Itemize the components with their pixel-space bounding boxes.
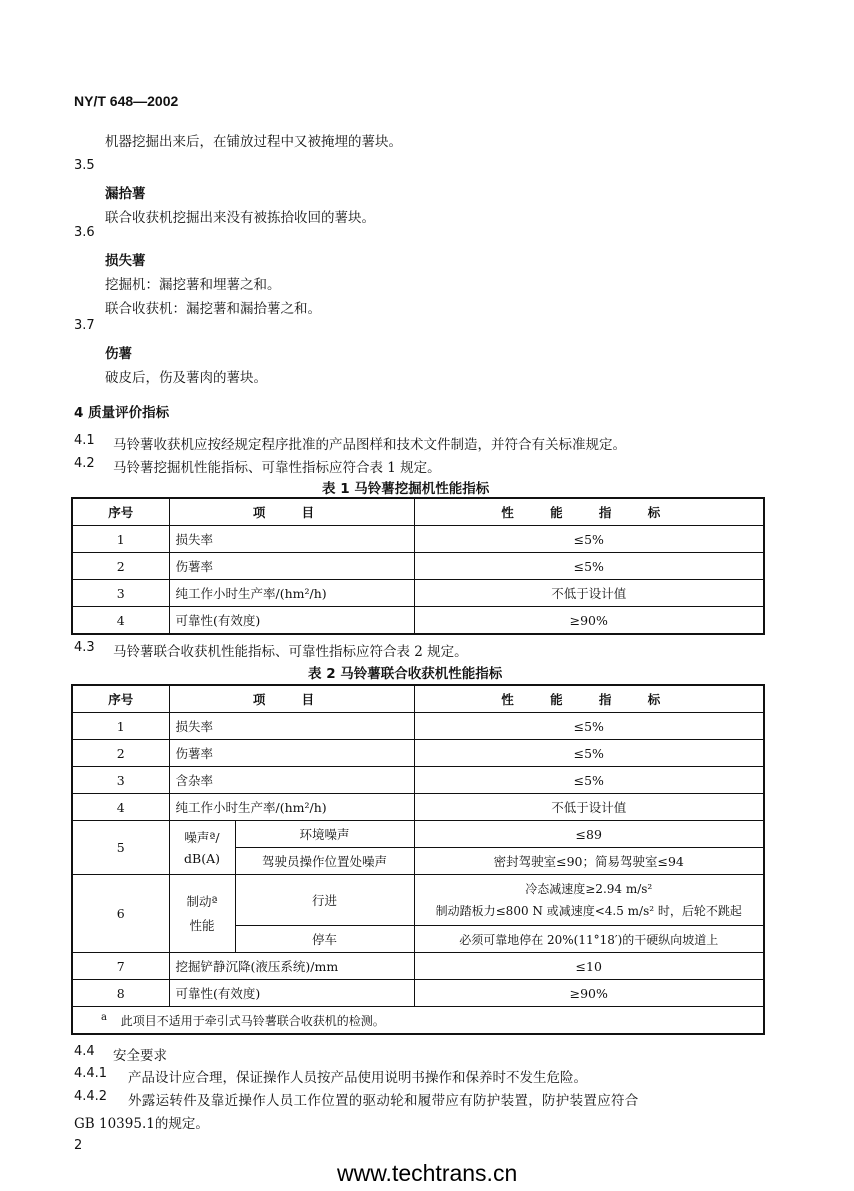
clause-number: 3.6 — [74, 225, 95, 240]
clause-text: GB 10395.1的规定。 — [74, 1116, 209, 1132]
group-label: 噪声ª/ — [184, 829, 220, 845]
table-row — [72, 526, 764, 553]
column-header: 项 目 — [169, 498, 414, 526]
cell: 5 — [72, 821, 169, 875]
table-row — [72, 875, 764, 926]
column-header: 序号 — [72, 498, 169, 526]
cell — [414, 875, 764, 926]
table-row — [72, 607, 764, 635]
cell: ≤5% — [414, 740, 764, 767]
clause-number: 3.5 — [74, 158, 95, 173]
clause-number: 4.1 — [74, 433, 95, 448]
group-cell — [169, 875, 235, 953]
clause-number: 4.4 — [74, 1044, 95, 1059]
group-label: 制动ª — [186, 893, 218, 909]
cell: 含杂率 — [169, 767, 414, 794]
cell: 伤薯率 — [169, 740, 414, 767]
table-row — [72, 953, 764, 980]
column-header: 性 能 指 标 — [414, 685, 764, 713]
clause-number: 3.7 — [74, 318, 95, 333]
term-definition: 联合收获机挖掘出来没有被拣拾收回的薯块。 — [105, 210, 375, 226]
cell: 8 — [72, 980, 169, 1007]
column-header: 序号 — [72, 685, 169, 713]
clause-text: 马铃薯收获机应按经规定程序批准的产品图样和技术文件制造，并符合有关标准规定。 — [113, 437, 626, 453]
cell: 3 — [72, 767, 169, 794]
term-title: 漏拾薯 — [105, 186, 146, 202]
cell: 1 — [72, 713, 169, 740]
table-row — [72, 553, 764, 580]
cell: 损失率 — [169, 713, 414, 740]
cell: 不低于设计值 — [414, 580, 764, 607]
clause-number: 4.4.1 — [74, 1066, 108, 1081]
cell: ≤89 — [414, 821, 764, 848]
clause-number: 4.4.2 — [74, 1089, 108, 1104]
term-definition: 挖掘机：漏挖薯和埋薯之和。 — [105, 277, 281, 293]
cell: 密封驾驶室≤90；简易驾驶室≤94 — [414, 848, 764, 875]
table-header-row — [72, 685, 764, 713]
cell: 可靠性(有效度) — [169, 980, 414, 1007]
clause-text: 安全要求 — [113, 1048, 167, 1064]
cell: 7 — [72, 953, 169, 980]
term-definition: 联合收获机：漏挖薯和漏拾薯之和。 — [105, 301, 321, 317]
cell: 1 — [72, 526, 169, 553]
table-row — [72, 740, 764, 767]
group-label: 性能 — [189, 917, 215, 933]
section-heading: 4 质量评价指标 — [74, 405, 170, 421]
cell: 不低于设计值 — [414, 794, 764, 821]
table-note-row — [72, 1007, 764, 1035]
term-title: 损失薯 — [105, 253, 146, 269]
watermark-url: www.techtrans.cn — [337, 1160, 518, 1186]
note-marker: a — [101, 1011, 107, 1023]
table-header-row — [72, 498, 764, 526]
cell: 4 — [72, 794, 169, 821]
table-row — [72, 980, 764, 1007]
cell: 驾驶员操作位置处噪声 — [235, 848, 414, 875]
cell: 4 — [72, 607, 169, 635]
cell: 纯工作小时生产率/(hm²/h) — [169, 794, 414, 821]
cell-line: 制动踏板力≤800 N 或减速度<4.5 m/s² 时，后轮不跳起 — [435, 904, 742, 918]
cell: 2 — [72, 740, 169, 767]
cell: 可靠性(有效度) — [169, 607, 414, 635]
column-header: 性 能 指 标 — [414, 498, 764, 526]
clause-text: 产品设计应合理，保证操作人员按产品使用说明书操作和保养时不发生危险。 — [128, 1070, 587, 1086]
table-row — [72, 767, 764, 794]
group-cell — [169, 821, 235, 875]
clause-number: 4.2 — [74, 456, 95, 471]
table-row — [72, 821, 764, 848]
cell: ≤5% — [414, 526, 764, 553]
cell: 损失率 — [169, 526, 414, 553]
table2-caption: 表 2 马铃薯联合收获机性能指标 — [308, 666, 503, 682]
definition-continuation: 机器挖掘出来后，在铺放过程中又被掩埋的薯块。 — [105, 134, 402, 150]
table-note — [72, 1007, 764, 1035]
standard-code: NY/T 648—2002 — [74, 93, 179, 109]
table2 — [71, 684, 765, 1035]
cell: 纯工作小时生产率/(hm²/h) — [169, 580, 414, 607]
table1 — [71, 497, 765, 635]
term-title: 伤薯 — [105, 346, 132, 362]
cell: 环境噪声 — [235, 821, 414, 848]
cell: 2 — [72, 553, 169, 580]
clause-text: 马铃薯挖掘机性能指标、可靠性指标应符合表 1 规定。 — [113, 460, 441, 476]
group-label: dB(A) — [184, 850, 220, 866]
table-row — [72, 794, 764, 821]
clause-text: 外露运转件及靠近操作人员工作位置的驱动轮和履带应有防护装置，防护装置应符合 — [128, 1093, 639, 1109]
cell: ≥90% — [414, 980, 764, 1007]
column-header: 项 目 — [169, 685, 414, 713]
cell: 6 — [72, 875, 169, 953]
cell: 行进 — [235, 875, 414, 926]
table-row — [72, 713, 764, 740]
cell: ≤5% — [414, 553, 764, 580]
cell-line: 冷态减速度≥2.94 m/s² — [525, 882, 653, 896]
term-definition: 破皮后，伤及薯肉的薯块。 — [105, 370, 267, 386]
cell: ≥90% — [414, 607, 764, 635]
cell: ≤10 — [414, 953, 764, 980]
cell: ≤5% — [414, 767, 764, 794]
page-number: 2 — [74, 1138, 83, 1153]
cell: 停车 — [235, 926, 414, 953]
table-row — [72, 580, 764, 607]
cell: 必须可靠地停在 20%(11°18′)的干硬纵向坡道上 — [414, 926, 764, 953]
note-text: 此项目不适用于牵引式马铃薯联合收获机的检测。 — [120, 1013, 385, 1028]
clause-number: 4.3 — [74, 640, 95, 655]
cell: ≤5% — [414, 713, 764, 740]
table1-caption: 表 1 马铃薯挖掘机性能指标 — [322, 481, 490, 497]
cell: 伤薯率 — [169, 553, 414, 580]
clause-text: 马铃薯联合收获机性能指标、可靠性指标应符合表 2 规定。 — [113, 644, 468, 660]
cell: 挖掘铲静沉降(液压系统)/mm — [169, 953, 414, 980]
cell: 3 — [72, 580, 169, 607]
